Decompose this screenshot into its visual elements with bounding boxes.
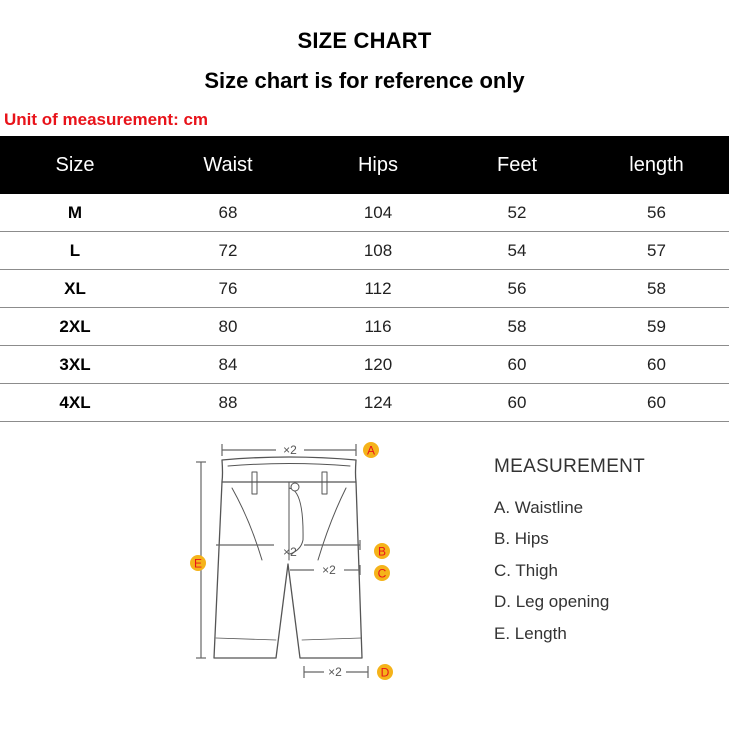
cell-hips: 112 — [306, 270, 450, 308]
cell-size: XL — [0, 270, 150, 308]
marker-b — [374, 543, 390, 559]
cell-length: 56 — [584, 194, 729, 232]
cell-waist: 80 — [150, 308, 306, 346]
size-table — [0, 136, 729, 422]
svg-text:A: A — [366, 443, 376, 458]
table-row — [0, 194, 729, 232]
svg-text:E: E — [193, 556, 203, 571]
thigh-multiplier: ×2 — [322, 563, 336, 577]
svg-text:B: B — [377, 544, 387, 559]
measurement-list — [494, 497, 609, 654]
marker-e — [190, 555, 206, 571]
waistband-outline — [222, 457, 356, 482]
marker-d — [377, 664, 393, 680]
shorts-diagram — [180, 432, 420, 692]
cell-feet: 52 — [450, 194, 584, 232]
marker-c — [374, 565, 390, 581]
cell-hips: 124 — [306, 384, 450, 422]
table-row — [0, 346, 729, 384]
waist-multiplier: ×2 — [283, 443, 297, 457]
cell-size: 3XL — [0, 346, 150, 384]
cell-hips: 116 — [306, 308, 450, 346]
cell-waist: 68 — [150, 194, 306, 232]
cell-feet: 54 — [450, 232, 584, 270]
cell-length: 60 — [584, 384, 729, 422]
cell-hips: 104 — [306, 194, 450, 232]
cell-length: 59 — [584, 308, 729, 346]
cell-waist: 88 — [150, 384, 306, 422]
unit-note: Unit of measurement: cm — [4, 110, 209, 129]
cell-length: 58 — [584, 270, 729, 308]
table-row — [0, 308, 729, 346]
svg-text:C: C — [377, 566, 387, 581]
col-header-feet: Feet — [450, 136, 584, 194]
cell-feet: 60 — [450, 346, 584, 384]
cell-waist: 84 — [150, 346, 306, 384]
cell-feet: 56 — [450, 270, 584, 308]
col-header-size: Size — [0, 136, 150, 194]
cell-size: 2XL — [0, 308, 150, 346]
page-title: SIZE CHART — [297, 28, 432, 53]
list-item: A. Waistline — [494, 498, 584, 517]
cell-size: M — [0, 194, 150, 232]
measurement-title: MEASUREMENT — [494, 456, 646, 477]
col-header-waist: Waist — [150, 136, 306, 194]
table-header-row — [0, 136, 729, 194]
list-item: D. Leg opening — [494, 592, 610, 612]
cell-length: 60 — [584, 346, 729, 384]
button-icon — [291, 483, 299, 491]
cell-waist: 76 — [150, 270, 306, 308]
cell-feet: 58 — [450, 308, 584, 346]
table-row — [0, 232, 729, 270]
cell-hips: 120 — [306, 346, 450, 384]
hips-multiplier: ×2 — [283, 545, 297, 559]
marker-a — [363, 442, 379, 458]
list-item: E. Length — [494, 623, 567, 643]
cell-waist: 72 — [150, 232, 306, 270]
shorts-outline — [214, 482, 362, 658]
list-item: B. Hips — [494, 529, 549, 549]
cell-size: 4XL — [0, 384, 150, 422]
svg-text:D: D — [380, 665, 390, 680]
leg-opening-multiplier: ×2 — [328, 665, 342, 679]
table-row — [0, 384, 729, 422]
cell-length: 57 — [584, 232, 729, 270]
cell-size: L — [0, 232, 150, 270]
table-row — [0, 270, 729, 308]
col-header-length: length — [584, 136, 729, 194]
page-subtitle: Size chart is for reference only — [204, 68, 525, 93]
cell-hips: 108 — [306, 232, 450, 270]
col-header-hips: Hips — [306, 136, 450, 194]
list-item: C. Thigh — [494, 560, 558, 580]
cell-feet: 60 — [450, 384, 584, 422]
